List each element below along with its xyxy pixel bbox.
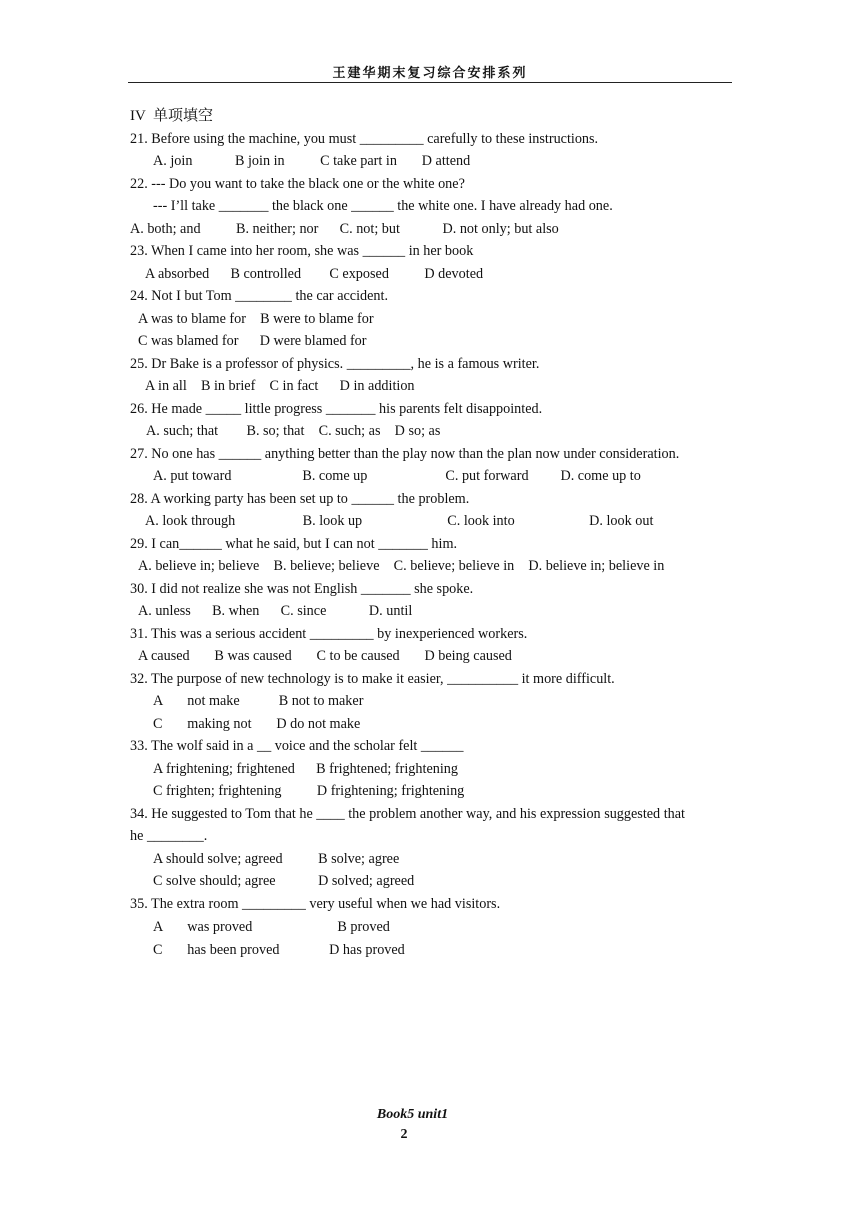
options-21: A. join B join in C take part in D attend <box>153 153 471 169</box>
question-23: 23. When I came into her room, she was ______ in her book <box>130 243 474 259</box>
footer-title: Book5 unit1 <box>376 1107 449 1122</box>
question-25: 25. Dr Bake is a professor of physics. _________, he is a famous writer. <box>130 356 540 372</box>
question-35: 35. The extra room _________ very useful when we had visitors. <box>130 896 501 912</box>
options-25: A in all B in brief C in fact D in addition <box>145 378 415 394</box>
options-28: A. look through B. look up C. look into D. look out <box>145 513 654 529</box>
options-32-b: C making not D do not make <box>153 716 361 732</box>
question-32: 32. The purpose of new technology is to make it easier, __________ it more difficult. <box>130 671 615 687</box>
options-23: A absorbed B controlled C exposed D devoted <box>145 266 484 282</box>
options-33-b: C frighten; frightening D frightening; frightening <box>153 783 465 799</box>
question-34: 34. He suggested to Tom that he ____ the problem another way, and his expression suggested that <box>130 806 685 822</box>
question-24: 24. Not I but Tom ________ the car accident. <box>130 288 388 304</box>
options-31: A caused B was caused C to be caused D being caused <box>138 648 512 664</box>
options-33-a: A frightening; frightened B frightened; frightening <box>153 761 458 777</box>
options-34-b: C solve should; agree D solved; agreed <box>153 873 415 889</box>
options-24-b: C was blamed for D were blamed for <box>138 333 367 349</box>
options-29: A. believe in; believe B. believe; believe C. believe; believe in D. believe in; believe in <box>138 558 665 574</box>
options-26: A. such; that B. so; that C. such; as D so; as <box>146 423 441 439</box>
page-header <box>128 60 732 83</box>
question-22: 22. --- Do you want to take the black one or the white one? <box>130 176 465 192</box>
question-27: 27. No one has ______ anything better than the play now than the plan now under consideration. <box>130 446 680 462</box>
question-29: 29. I can______ what he said, but I can not _______ him. <box>130 536 458 552</box>
options-27: A. put toward B. come up C. put forward D. come up to <box>153 468 641 484</box>
question-34-cont: he ________. <box>130 828 208 844</box>
options-30: A. unless B. when C. since D. until <box>138 603 413 619</box>
question-33: 33. The wolf said in a __ voice and the scholar felt ______ <box>130 738 464 754</box>
page-number: 2 <box>400 1127 408 1142</box>
header-title: 王建华期末复习综合安排系列 <box>332 66 528 81</box>
question-21: 21. Before using the machine, you must _________ carefully to these instructions. <box>130 131 599 147</box>
options-35-a: A was proved B proved <box>153 919 390 935</box>
question-26: 26. He made _____ little progress _______ his parents felt disappointed. <box>130 401 543 417</box>
question-30: 30. I did not realize she was not English _______ she spoke. <box>130 581 474 597</box>
options-22: A. both; and B. neither; nor C. not; but D. not only; but also <box>130 221 559 237</box>
options-32-a: A not make B not to maker <box>153 693 364 709</box>
section-title: IV 单项填空 <box>130 108 214 124</box>
options-35-b: C has been proved D has proved <box>153 942 405 958</box>
question-28: 28. A working party has been set up to ______ the problem. <box>130 491 470 507</box>
question-31: 31. This was a serious accident _________ by inexperienced workers. <box>130 626 528 642</box>
question-22-cont: --- I’ll take _______ the black one ______ the white one. I have already had one. <box>153 198 613 214</box>
options-34-a: A should solve; agreed B solve; agree <box>153 851 400 867</box>
options-24-a: A was to blame for B were to blame for <box>138 311 374 327</box>
